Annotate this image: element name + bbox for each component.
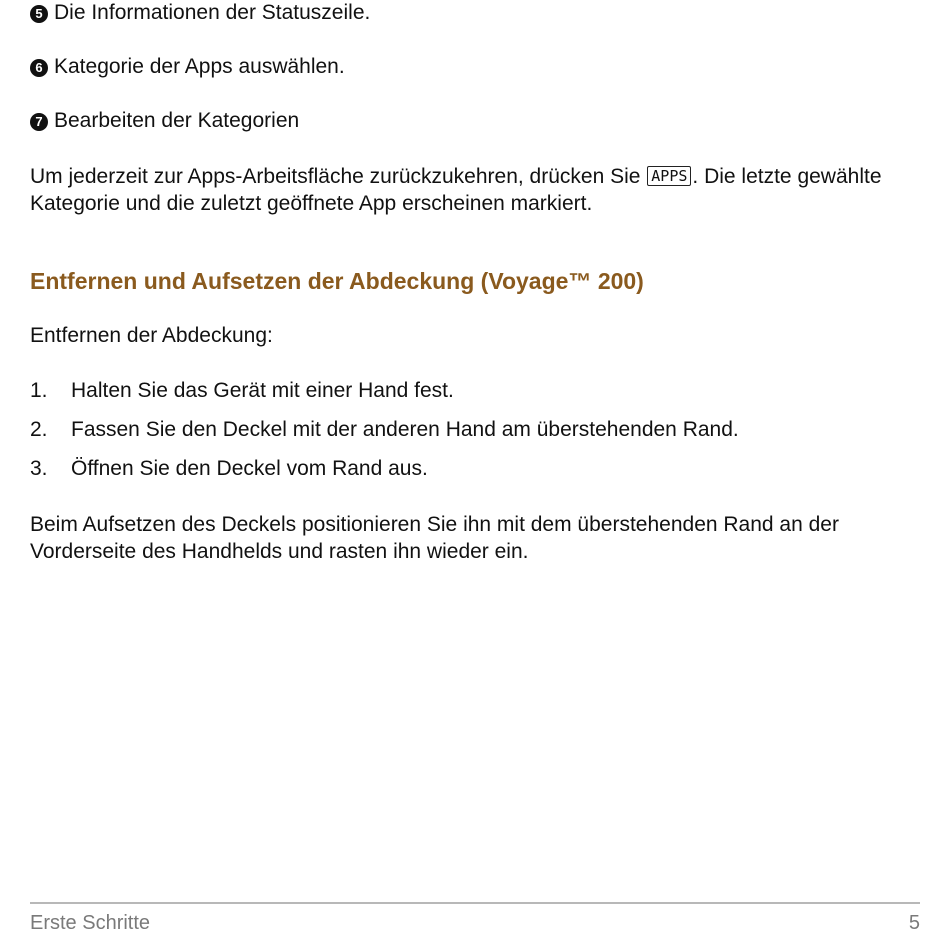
callout-text: Die Informationen der Statuszeile.	[54, 1, 371, 24]
footer-section-title: Erste Schritte	[30, 912, 151, 934]
intro-text: Entfernen der Abdeckung:	[30, 324, 273, 347]
section-heading: Entfernen und Aufsetzen der Abdeckung (Voyage™ 200)	[30, 268, 644, 294]
callout-item	[30, 54, 345, 80]
step-item	[30, 378, 454, 404]
step-text: Halten Sie das Gerät mit einer Hand fest.	[71, 379, 454, 402]
cover-paragraph: Beim Aufsetzen des Deckels positionieren Sie ihn mit dem überstehenden Rand an der Vorderseite des Handhelds und rasten ihn wieder ein.	[30, 513, 839, 563]
apps-key: APPS	[647, 166, 691, 186]
footer-divider	[30, 902, 920, 904]
callout-text: Kategorie der Apps auswählen.	[54, 55, 345, 78]
apps-paragraph-text-start: Um jederzeit zur Apps-Arbeitsfläche zurückzukehren, drücken Sie	[30, 165, 647, 188]
footer-page-number: 5	[908, 912, 920, 934]
step-number: 2.	[30, 418, 48, 441]
callout-marker-icon: 7	[30, 113, 48, 131]
callout-item	[30, 108, 299, 134]
step-text: Fassen Sie den Deckel mit der anderen Hand am überstehenden Rand.	[71, 418, 739, 441]
apps-paragraph	[30, 163, 920, 217]
apps-paragraph-text-end: . Die letzte gewählte Kategorie und die zuletzt geöffnete App erscheinen markiert.	[30, 165, 882, 215]
step-number: 1.	[30, 379, 48, 402]
step-item	[30, 456, 428, 482]
step-number: 3.	[30, 457, 48, 480]
callout-text: Bearbeiten der Kategorien	[54, 109, 300, 132]
step-item	[30, 417, 739, 443]
callout-marker-icon: 5	[30, 5, 48, 23]
callout-item	[30, 0, 370, 26]
step-text: Öffnen Sie den Deckel vom Rand aus.	[71, 457, 428, 480]
callout-marker-icon: 6	[30, 59, 48, 77]
